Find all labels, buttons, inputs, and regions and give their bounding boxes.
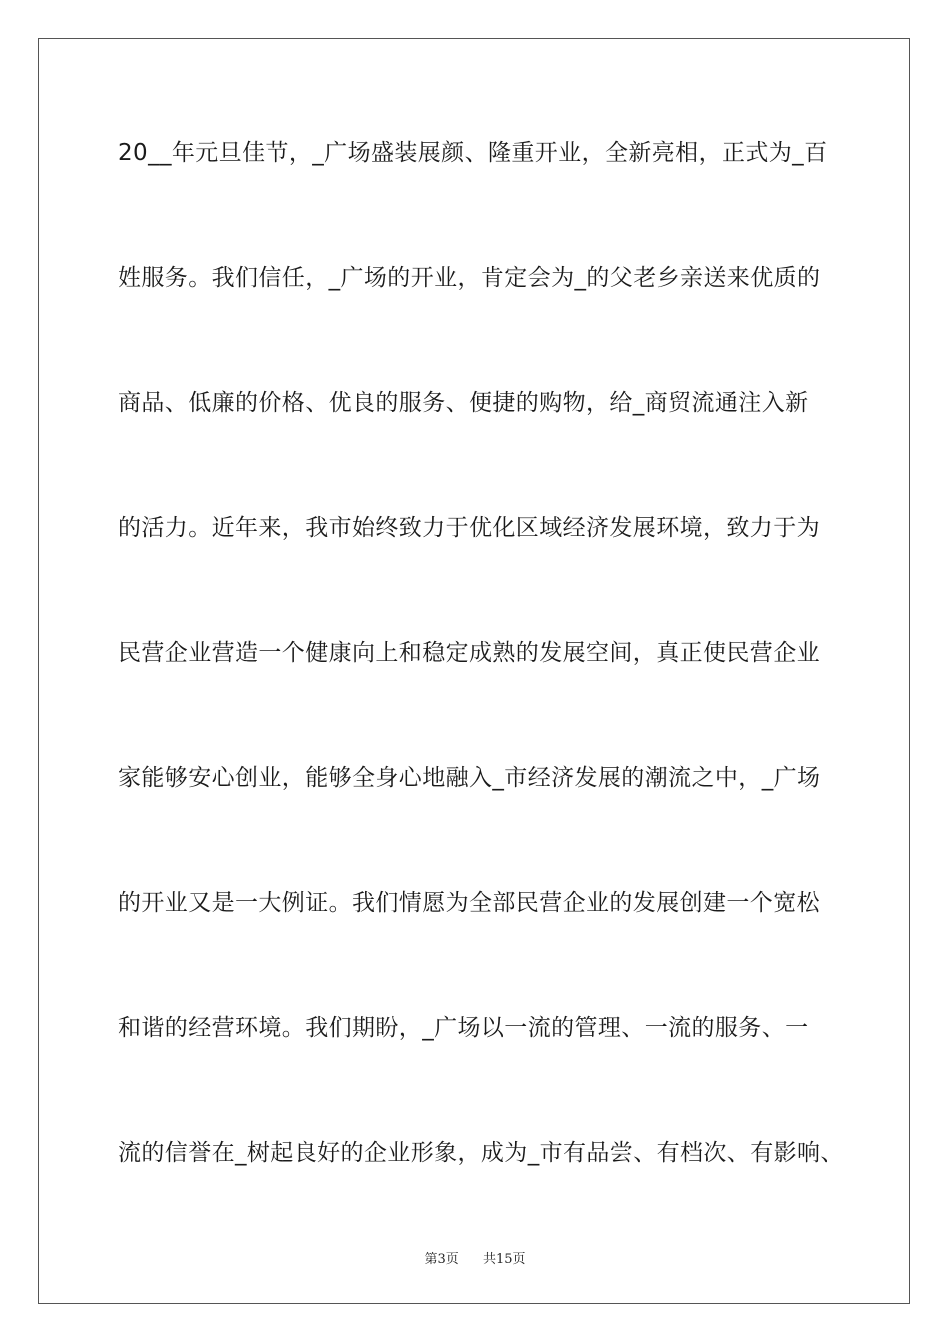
- text-line-7: 的开业又是一大例证。我们情愿为全部民营企业的发展创建一个宽松: [118, 890, 820, 916]
- page-number: 第3页: [424, 1252, 459, 1267]
- text-line-1: 20__年元旦佳节，_广场盛装展颜、隆重开业，全新亮相，正式为_百: [118, 140, 828, 166]
- text-line-9: 流的信誉在_树起良好的企业形象，成为_市有品尝、有档次、有影响、: [118, 1140, 844, 1166]
- text-line-8: 和谐的经营环境。我们期盼，_广场以一流的管理、一流的服务、一: [118, 1015, 809, 1041]
- page-border: [38, 38, 910, 1304]
- text-line-5: 民营企业营造一个健康向上和稳定成熟的发展空间，真正使民营企业: [118, 640, 820, 666]
- page-total: 共15页: [483, 1252, 526, 1267]
- text-line-6: 家能够安心创业，能够全身心地融入_市经济发展的潮流之中，_广场: [118, 765, 821, 791]
- page-footer: [0, 1248, 950, 1267]
- text-line-2: 姓服务。我们信任，_广场的开业，肯定会为_的父老乡亲送来优质的: [118, 265, 821, 291]
- text-line-3: 商品、低廉的价格、优良的服务、便捷的购物，给_商贸流通注入新: [118, 390, 809, 416]
- text-line-4: 的活力。近年来，我市始终致力于优化区域经济发展环境，致力于为: [118, 515, 820, 541]
